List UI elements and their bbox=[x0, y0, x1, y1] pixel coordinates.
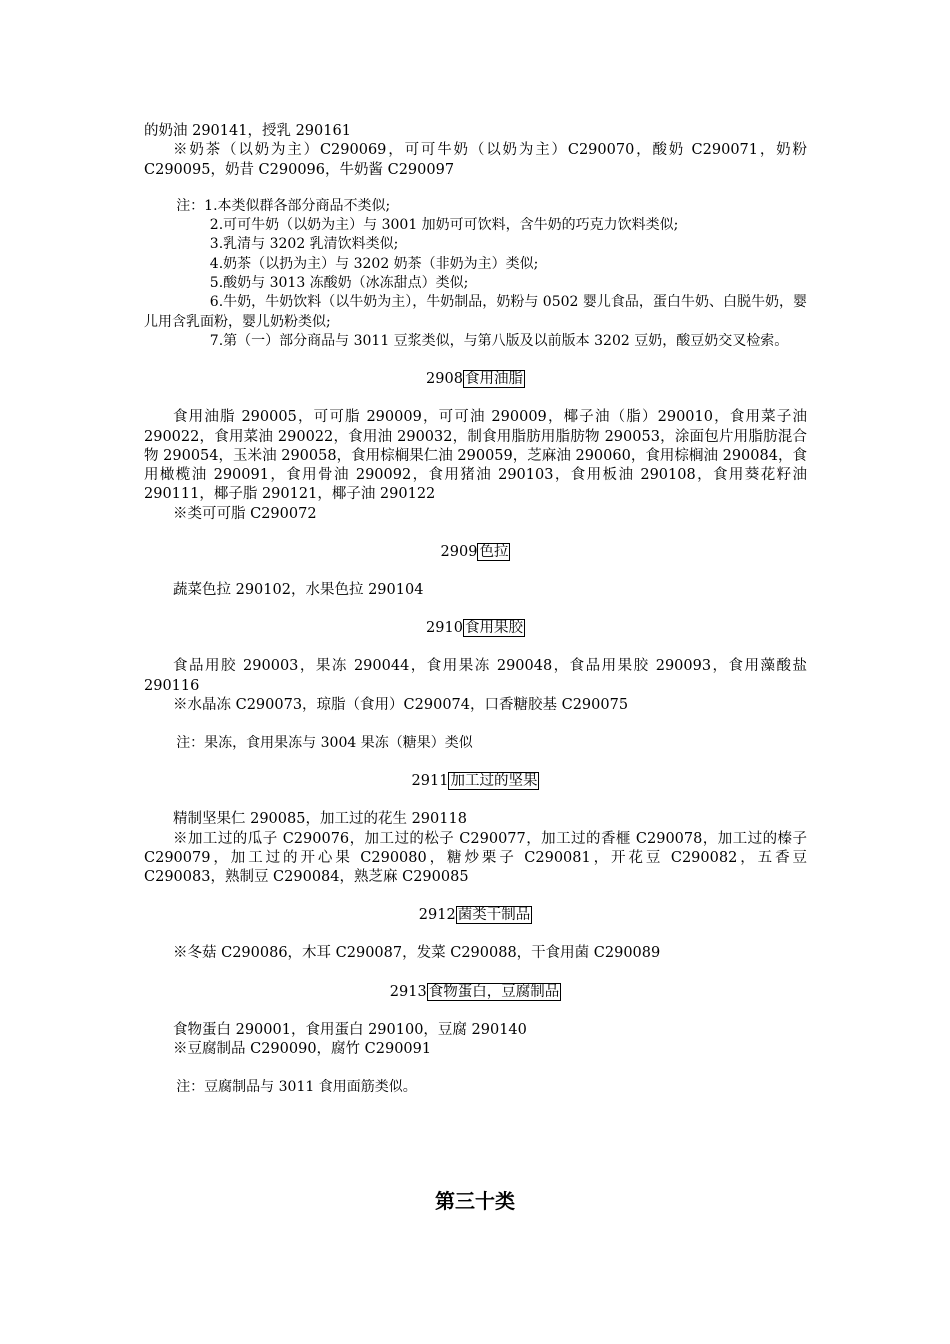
group-title bbox=[144, 619, 807, 638]
group-note: 注：豆腐制品与 3011 食用面筋类似。 bbox=[176, 1079, 417, 1096]
text-paragraph: 食物蛋白 290001，食用蛋白 290100，豆腐 290140 bbox=[173, 1021, 527, 1038]
document-body bbox=[144, 122, 807, 1097]
text-paragraph: ※奶茶（以奶为主）C290069，可可牛奶（以奶为主）C290070，酸奶 C290071，奶粉 C290095，奶昔 C290096，牛奶酱 C290097 bbox=[144, 142, 807, 178]
group-code: 2913 bbox=[389, 983, 427, 1000]
text-paragraph: 蔬菜色拉 290102，水果色拉 290104 bbox=[173, 582, 424, 599]
text-paragraph: ※加工过的瓜子 C290076，加工过的松子 C290077，加工过的香榧 C290078，加工过的榛子 C290079，加工过的开心果 C290080，糖炒栗子 C290081，开花豆 C290082，五香豆 C290083，熟制豆 C290084，熟芝麻 C290085 bbox=[144, 830, 807, 886]
group-code: 2912 bbox=[418, 907, 456, 924]
note-item: 5.酸奶与 3013 冻酸奶（冰冻甜点）类似; bbox=[209, 275, 469, 292]
text-paragraph: 食品用胶 290003，果冻 290044，食用果冻 290048，食品用果胶 290093，食用藻酸盐 290116 bbox=[144, 658, 807, 694]
text-paragraph: ※冬菇 C290086，木耳 C290087，发菜 C290088，干食用菌 C290089 bbox=[173, 945, 661, 962]
note-item: 4.奶茶（以扔为主）与 3202 奶茶（非奶为主）类似; bbox=[209, 255, 539, 272]
note-block bbox=[144, 197, 807, 351]
group-title bbox=[144, 983, 807, 1002]
text-paragraph: ※豆腐制品 C290090，腐竹 C290091 bbox=[173, 1041, 432, 1058]
text-paragraph: ※水晶冻 C290073，琼脂（食用）C290074，口香糖胶基 C290075 bbox=[173, 696, 629, 713]
group-name: 食物蛋白，豆腐制品 bbox=[428, 983, 560, 1000]
group-code: 2911 bbox=[411, 773, 449, 790]
group-name: 色拉 bbox=[479, 544, 509, 561]
text-line: 的奶油 290141，授乳 290161 bbox=[144, 123, 351, 139]
note-item: 6.牛奶，牛奶饮料（以牛奶为主），牛奶制品，奶粉与 0502 婴儿食品，蛋白牛奶、白脱牛奶，婴儿用含乳面粉，婴儿奶粉类似; bbox=[144, 294, 807, 330]
note-item: 3.乳清与 3202 乳清饮料类似; bbox=[209, 236, 399, 253]
group-note: 注：果冻，食用果冻与 3004 果冻（糖果）类似 bbox=[176, 735, 473, 752]
group-name: 食用油脂 bbox=[464, 371, 523, 388]
note-item: 7.第（一）部分商品与 3011 豆浆类似，与第八版及以前版本 3202 豆奶，酸豆奶交叉检索。 bbox=[209, 332, 789, 349]
group-name: 菌类干制品 bbox=[457, 907, 531, 924]
group-title bbox=[144, 543, 807, 562]
note-head: 注：1.本类似群各部分商品不类似; bbox=[176, 197, 391, 214]
group-name: 加工过的坚果 bbox=[450, 773, 538, 790]
group-name: 食用果胶 bbox=[464, 620, 523, 637]
text-paragraph: 食用油脂 290005，可可脂 290009，可可油 290009，椰子油（脂）290010，食用菜子油 290022，食用菜油 290022，食用油 290032，制食用脂肪用脂肪物 290053，涂面包片用脂肪混合物 290054，玉米油 290058，食用棕榈果仁油 290059，芝麻油 290060，食用棕榈油 290084，食用橄榄油 290091，食用骨油 290092，食用猪油 290103，食用板油 290108，食用葵花籽油 290111，椰子脂 290121，椰子油 290122 bbox=[144, 409, 807, 503]
text-paragraph: 精制坚果仁 290085，加工过的花生 290118 bbox=[173, 811, 467, 828]
group-title bbox=[144, 772, 807, 791]
group-code: 2909 bbox=[440, 544, 478, 561]
group-code: 2910 bbox=[426, 620, 463, 637]
class-title: 第三十类 bbox=[435, 1189, 515, 1213]
group-title bbox=[144, 906, 807, 925]
note-item: 2.可可牛奶（以奶为主）与 3001 加奶可可饮料，含牛奶的巧克力饮料类似; bbox=[209, 217, 679, 234]
text-paragraph: ※类可可脂 C290072 bbox=[173, 505, 317, 522]
group-title bbox=[144, 370, 807, 389]
group-code: 2908 bbox=[426, 371, 463, 388]
